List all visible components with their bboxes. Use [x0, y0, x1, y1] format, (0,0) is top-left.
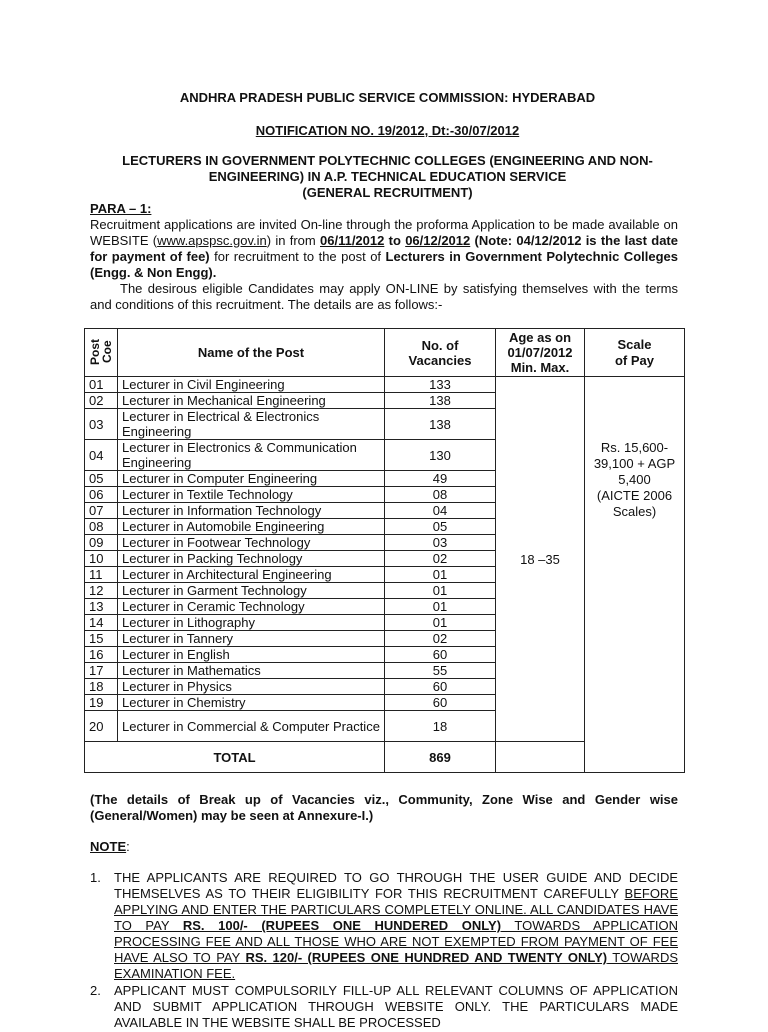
post-name-cell: Lecturer in Ceramic Technology: [118, 599, 385, 615]
post-code: 06: [85, 487, 118, 503]
post-name-cell: Lecturer in Garment Technology: [118, 583, 385, 599]
post-name-cell: Lecturer in Lithography: [118, 615, 385, 631]
note-colon: :: [126, 839, 130, 854]
age-label-2: 01/07/2012: [507, 345, 573, 360]
post-name-cell: Lecturer in Mechanical Engineering: [118, 393, 385, 409]
vacancy-count: 60: [385, 695, 496, 711]
para-1-eligibility: The desirous eligible Candidates may apply ON-LINE by satisfying themselves with the terms and conditions of this recruitment. The details are as follows:-: [90, 281, 678, 312]
post-name: Lecturers in Government Polytechnic Colleges (Engg. & Non Engg).: [90, 249, 678, 280]
processing-fee: RS. 100/- (RUPEES ONE HUNDERED ONLY): [182, 918, 502, 933]
title-line-3: (GENERAL RECRUITMENT): [302, 185, 473, 200]
post-code: 20: [85, 711, 118, 742]
note-item-2-text: APPLICANT MUST COMPULSORILY FILL-UP ALL RELEVANT COLUMNS OF APPLICATION AND SUBMIT APPLICATION THROUGH WEBSITE ONLY. THE PARTICULARS MADE AVAILABLE IN THE WEBSITE SHALL BE PROCESSED: [114, 983, 678, 1030]
vacancy-count: 49: [385, 471, 496, 487]
date-to: 06/12/2012: [405, 233, 471, 248]
post-code: 02: [85, 393, 118, 409]
post-name-cell: Lecturer in Textile Technology: [118, 487, 385, 503]
recruitment-title: [90, 153, 685, 201]
vacancy-count: 08: [385, 487, 496, 503]
post-code: 15: [85, 631, 118, 647]
post-name-cell: Lecturer in Electrical & Electronics Engineering: [118, 409, 385, 440]
post-code: 19: [85, 695, 118, 711]
table-header-row: [85, 329, 685, 377]
note-item-1-text: THE APPLICANTS ARE REQUIRED TO GO THROUGH THE USER GUIDE AND DECIDE THEMSELVES AS TO THEIR ELIGIBILITY FOR THIS RECRUITMENT CAREFULLY: [114, 870, 678, 901]
note-heading-text: NOTE: [90, 839, 127, 854]
notification-number: NOTIFICATION NO. 19/2012, Dt:-30/07/2012: [255, 123, 520, 138]
vacancy-count: 03: [385, 535, 496, 551]
age-label-3: Min. Max.: [510, 360, 570, 375]
pay-scale-line-2: 39,100 + AGP: [593, 455, 676, 471]
table-row: [85, 377, 685, 393]
header-age: [496, 329, 585, 377]
total-label: TOTAL: [85, 742, 385, 773]
post-code: 08: [85, 519, 118, 535]
post-code: 11: [85, 567, 118, 583]
date-from: 06/11/2012: [320, 233, 385, 248]
post-name-cell: Lecturer in Automobile Engineering: [118, 519, 385, 535]
note-item-1: [90, 870, 678, 982]
pay-scale-line-5: Scales): [612, 503, 657, 519]
date-to-word: to: [384, 233, 406, 248]
post-name-cell: Lecturer in Architectural Engineering: [118, 567, 385, 583]
note-list: [90, 870, 678, 1032]
note-item-1-underlined-2: TOWARDS APPLICATION PROCESSING FEE AND ALL THOSE WHO ARE NOT EXEMPTED FROM PAYMENT OF FEE HAVE ALSO TO PAY: [114, 918, 678, 965]
post-code: 05: [85, 471, 118, 487]
post-code: 04: [85, 440, 118, 471]
post-code: 16: [85, 647, 118, 663]
vacancy-count: 138: [385, 409, 496, 440]
vacancy-count: 02: [385, 551, 496, 567]
post-name-cell: Lecturer in English: [118, 647, 385, 663]
post-code: 03: [85, 409, 118, 440]
vacancy-count: 55: [385, 663, 496, 679]
pay-scale-line-3: 5,400: [618, 471, 651, 487]
header-post-name: Name of the Post: [118, 329, 385, 377]
post-name-cell: Lecturer in Information Technology: [118, 503, 385, 519]
vacancy-count: 18: [385, 711, 496, 742]
post-name-cell: Lecturer in Computer Engineering: [118, 471, 385, 487]
header-scale: [585, 329, 685, 377]
annexure-note: (The details of Break up of Vacancies viz., Community, Zone Wise and Gender wise (General/Women) may be seen at Annexure-I.): [90, 792, 678, 823]
website-link[interactable]: www.apspsc.gov.in: [157, 233, 267, 248]
header-vacancies: [385, 329, 496, 377]
age-label-1: Age as on: [508, 330, 572, 345]
total-age-empty: [496, 742, 585, 773]
vacancy-count: 01: [385, 599, 496, 615]
post-code: 12: [85, 583, 118, 599]
vacancies-label-2: Vacancies: [408, 352, 472, 368]
title-line-1: LECTURERS IN GOVERNMENT POLYTECHNIC COLLEGES (ENGINEERING AND NON-: [122, 153, 653, 168]
post-code-label: Post Coe: [88, 338, 114, 365]
post-name-cell: Lecturer in Footwear Technology: [118, 535, 385, 551]
pay-scale-cell: [585, 377, 685, 773]
post-code: 18: [85, 679, 118, 695]
note-item-number: 1.: [90, 870, 101, 885]
post-name-cell: Lecturer in Mathematics: [118, 663, 385, 679]
vacancy-count: 01: [385, 615, 496, 631]
post-name-cell: Lecturer in Commercial & Computer Practice: [118, 711, 385, 742]
note-item-1-underlined-3: TOWARDS EXAMINATION FEE.: [114, 950, 679, 981]
vacancies-label-1: No. of: [421, 337, 459, 353]
para-text-3: for recruitment to the post of: [209, 249, 386, 264]
vacancy-count: 05: [385, 519, 496, 535]
total-value: 869: [385, 742, 496, 773]
title-line-2: ENGINEERING) IN A.P. TECHNICAL EDUCATION SERVICE: [208, 169, 567, 184]
para-1-heading: PARA – 1:: [90, 201, 152, 216]
post-name-cell: Lecturer in Packing Technology: [118, 551, 385, 567]
post-code: 13: [85, 599, 118, 615]
post-code: 17: [85, 663, 118, 679]
post-code: 07: [85, 503, 118, 519]
note-heading: [90, 839, 678, 855]
header-post-code: [85, 329, 118, 377]
para-1-body: [90, 217, 678, 281]
vacancy-count: 02: [385, 631, 496, 647]
pay-scale-line-1: Rs. 15,600-: [600, 439, 669, 455]
post-name-cell: Lecturer in Electronics & Communication Engineering: [118, 440, 385, 471]
para-text-2: ) in from: [266, 233, 320, 248]
post-code: 09: [85, 535, 118, 551]
post-code: 01: [85, 377, 118, 393]
vacancy-count: 60: [385, 679, 496, 695]
para-text-1: Recruitment applications are invited On-line through the proforma Application to be made available on WEBSITE (: [90, 217, 678, 248]
fee-deadline-note: (Note: 04/12/2012 is the last date for payment of fee): [90, 233, 678, 264]
vacancy-count: 138: [385, 393, 496, 409]
vacancy-count: 01: [385, 583, 496, 599]
vacancy-count: 04: [385, 503, 496, 519]
post-name-cell: Lecturer in Chemistry: [118, 695, 385, 711]
vacancy-count: 133: [385, 377, 496, 393]
post-name-cell: Lecturer in Tannery: [118, 631, 385, 647]
vacancy-count: 01: [385, 567, 496, 583]
age-range-cell: 18 –35: [496, 377, 585, 742]
post-name-cell: Lecturer in Civil Engineering: [118, 377, 385, 393]
post-code: 14: [85, 615, 118, 631]
note-item-number: 2.: [90, 983, 101, 998]
commission-heading: ANDHRA PRADESH PUBLIC SERVICE COMMISSION: HYDERABAD: [179, 90, 596, 105]
note-item-1-underlined: BEFORE APPLYING AND ENTER THE PARTICULARS COMPLETELY ONLINE. ALL CANDIDATES HAVE TO PAY: [114, 886, 678, 933]
pay-scale-line-4: (AICTE 2006: [596, 487, 673, 503]
post-code: 10: [85, 551, 118, 567]
scale-label-1: Scale: [617, 336, 652, 352]
vacancy-count: 60: [385, 647, 496, 663]
vacancy-table: [84, 328, 685, 773]
scale-label-2: of Pay: [614, 352, 654, 368]
post-name-cell: Lecturer in Physics: [118, 679, 385, 695]
para-1: [90, 201, 678, 313]
vacancy-count: 130: [385, 440, 496, 471]
examination-fee: RS. 120/- (RUPEES ONE HUNDRED AND TWENTY ONLY): [245, 950, 608, 965]
